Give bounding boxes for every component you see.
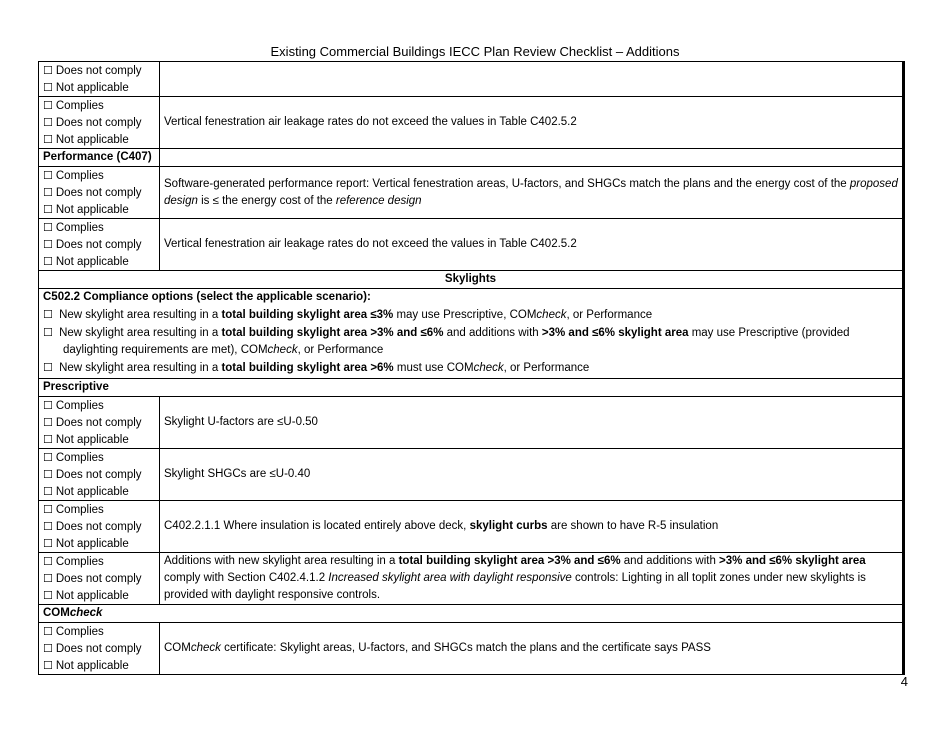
- complies-option[interactable]: ☐ Complies: [43, 221, 104, 234]
- checkbox-icon[interactable]: ☐: [43, 589, 53, 602]
- scenario-option-1[interactable]: ☐ New skylight area resulting in a total building skylight area ≤3% may use Prescriptive, COMcheck, or Performance: [43, 308, 653, 321]
- complies-option[interactable]: ☐ Complies: [43, 625, 104, 638]
- not-applicable-option[interactable]: ☐ Not applicable: [43, 255, 129, 268]
- checkbox-icon[interactable]: ☐: [43, 520, 53, 533]
- scenario-option-3[interactable]: ☐ New skylight area resulting in a total building skylight area >6% must use COMcheck, or Performance: [43, 361, 590, 374]
- checkbox-icon[interactable]: ☐: [43, 433, 53, 446]
- checkbox-icon[interactable]: ☐: [43, 485, 53, 498]
- checkbox-icon[interactable]: ☐: [43, 625, 53, 638]
- requirement-text: [160, 62, 904, 97]
- checklist-row: [39, 501, 904, 553]
- requirement-text: Vertical fenestration air leakage rates do not exceed the values in Table C402.5.2: [160, 97, 904, 149]
- not-applicable-option[interactable]: ☐ Not applicable: [43, 659, 129, 672]
- option-group: [39, 501, 160, 553]
- does-not-comply-option[interactable]: ☐ Does not comply: [43, 572, 142, 585]
- requirement-text: Software-generated performance report: Vertical fenestration areas, U-factors, and SHGCs match the plans and the energy cost of the proposed design is ≤ the energy cost of the reference design: [160, 167, 904, 219]
- does-not-comply-option[interactable]: ☐ Does not comply: [43, 238, 142, 251]
- checkbox-icon[interactable]: ☐: [43, 555, 53, 568]
- scenario-option-2[interactable]: ☐ New skylight area resulting in a total building skylight area >3% and ≤6% and additions with >3% and ≤6% skylight area may use Prescriptive (provided daylighting requirements are met), COMcheck, or Performance: [43, 326, 850, 356]
- section-heading-row: [39, 379, 904, 397]
- checklist-row: [39, 397, 904, 449]
- checklist-row: [39, 167, 904, 219]
- checkbox-icon[interactable]: ☐: [43, 416, 53, 429]
- complies-option[interactable]: ☐ Complies: [43, 451, 104, 464]
- does-not-comply-option[interactable]: ☐ Does not comply: [43, 64, 142, 77]
- checkbox-icon[interactable]: ☐: [43, 116, 53, 129]
- section-heading-row: [39, 149, 904, 167]
- checkbox-icon[interactable]: ☐: [43, 659, 53, 672]
- checkbox-icon[interactable]: ☐: [43, 642, 53, 655]
- section-heading-prescriptive: Prescriptive: [39, 379, 904, 397]
- checkbox-icon[interactable]: ☐: [43, 169, 53, 182]
- checkbox-icon[interactable]: ☐: [43, 99, 53, 112]
- option-group: [39, 553, 160, 605]
- does-not-comply-option[interactable]: ☐ Does not comply: [43, 520, 142, 533]
- option-group: [39, 167, 160, 219]
- does-not-comply-option[interactable]: ☐ Does not comply: [43, 468, 142, 481]
- section-heading-skylights: Skylights: [39, 271, 904, 289]
- does-not-comply-option[interactable]: ☐ Does not comply: [43, 116, 142, 129]
- checkbox-icon[interactable]: ☐: [43, 399, 53, 412]
- option-group: [39, 62, 160, 97]
- option-group: [39, 97, 160, 149]
- checkbox-icon[interactable]: ☐: [43, 255, 53, 268]
- section-heading-row: [39, 605, 904, 623]
- option-group: [39, 397, 160, 449]
- checklist-row: [39, 219, 904, 271]
- checkbox-icon[interactable]: ☐: [43, 64, 53, 77]
- page-number: 4: [900, 674, 908, 689]
- does-not-comply-option[interactable]: ☐ Does not comply: [43, 186, 142, 199]
- option-group: [39, 449, 160, 501]
- complies-option[interactable]: ☐ Complies: [43, 169, 104, 182]
- complies-option[interactable]: ☐ Complies: [43, 503, 104, 516]
- checkbox-icon[interactable]: ☐: [43, 133, 53, 146]
- checkbox-icon[interactable]: ☐: [43, 451, 53, 464]
- does-not-comply-option[interactable]: ☐ Does not comply: [43, 416, 142, 429]
- requirement-text: COMcheck certificate: Skylight areas, U-factors, and SHGCs match the plans and the certificate says PASS: [160, 623, 904, 675]
- does-not-comply-option[interactable]: ☐ Does not comply: [43, 642, 142, 655]
- checkbox-icon[interactable]: ☐: [43, 361, 53, 374]
- complies-option[interactable]: ☐ Complies: [43, 399, 104, 412]
- compliance-options-row: [39, 289, 904, 379]
- section-heading-comcheck: COMcheck: [39, 605, 904, 623]
- checkbox-icon[interactable]: ☐: [43, 326, 53, 339]
- checkbox-icon[interactable]: ☐: [43, 572, 53, 585]
- not-applicable-option[interactable]: ☐ Not applicable: [43, 589, 129, 602]
- checkbox-icon[interactable]: ☐: [43, 221, 53, 234]
- checkbox-icon[interactable]: ☐: [43, 238, 53, 251]
- checkbox-icon[interactable]: ☐: [43, 81, 53, 94]
- not-applicable-option[interactable]: ☐ Not applicable: [43, 485, 129, 498]
- page-title: Existing Commercial Buildings IECC Plan Review Checklist – Additions: [270, 44, 680, 59]
- checklist-row: [39, 623, 904, 675]
- checkbox-icon[interactable]: ☐: [43, 503, 53, 516]
- checklist-table: [38, 61, 905, 675]
- checklist-row: [39, 449, 904, 501]
- requirement-text: C402.2.1.1 Where insulation is located entirely above deck, skylight curbs are shown to have R-5 insulation: [160, 501, 904, 553]
- checklist-row: [39, 553, 904, 605]
- checkbox-icon[interactable]: ☐: [43, 468, 53, 481]
- not-applicable-option[interactable]: ☐ Not applicable: [43, 433, 129, 446]
- not-applicable-option[interactable]: ☐ Not applicable: [43, 133, 129, 146]
- checkbox-icon[interactable]: ☐: [43, 203, 53, 216]
- section-heading-row: [39, 271, 904, 289]
- option-group: [39, 219, 160, 271]
- checklist-row: [39, 62, 904, 97]
- requirement-text: Skylight SHGCs are ≤U-0.40: [160, 449, 904, 501]
- complies-option[interactable]: ☐ Complies: [43, 555, 104, 568]
- checklist-row: [39, 97, 904, 149]
- checkbox-icon[interactable]: ☐: [43, 308, 53, 321]
- complies-option[interactable]: ☐ Complies: [43, 99, 104, 112]
- requirement-text: Additions with new skylight area resulting in a total building skylight area >3% and ≤6% and additions with >3% and ≤6% skylight area comply with Section C402.4.1.2 Increased skylight area with daylight responsive controls: Lighting in all toplit zones under new skylights is provided with daylight responsive controls.: [160, 553, 904, 605]
- requirement-text: Skylight U-factors are ≤U-0.50: [160, 397, 904, 449]
- checkbox-icon[interactable]: ☐: [43, 186, 53, 199]
- option-group: [39, 623, 160, 675]
- not-applicable-option[interactable]: ☐ Not applicable: [43, 81, 129, 94]
- checkbox-icon[interactable]: ☐: [43, 537, 53, 550]
- not-applicable-option[interactable]: ☐ Not applicable: [43, 537, 129, 550]
- compliance-options-heading: C502.2 Compliance options (select the applicable scenario):: [43, 291, 371, 303]
- compliance-options: [39, 289, 904, 379]
- not-applicable-option[interactable]: ☐ Not applicable: [43, 203, 129, 216]
- section-heading-performance: Performance (C407): [39, 149, 160, 167]
- requirement-text: Vertical fenestration air leakage rates do not exceed the values in Table C402.5.2: [160, 219, 904, 271]
